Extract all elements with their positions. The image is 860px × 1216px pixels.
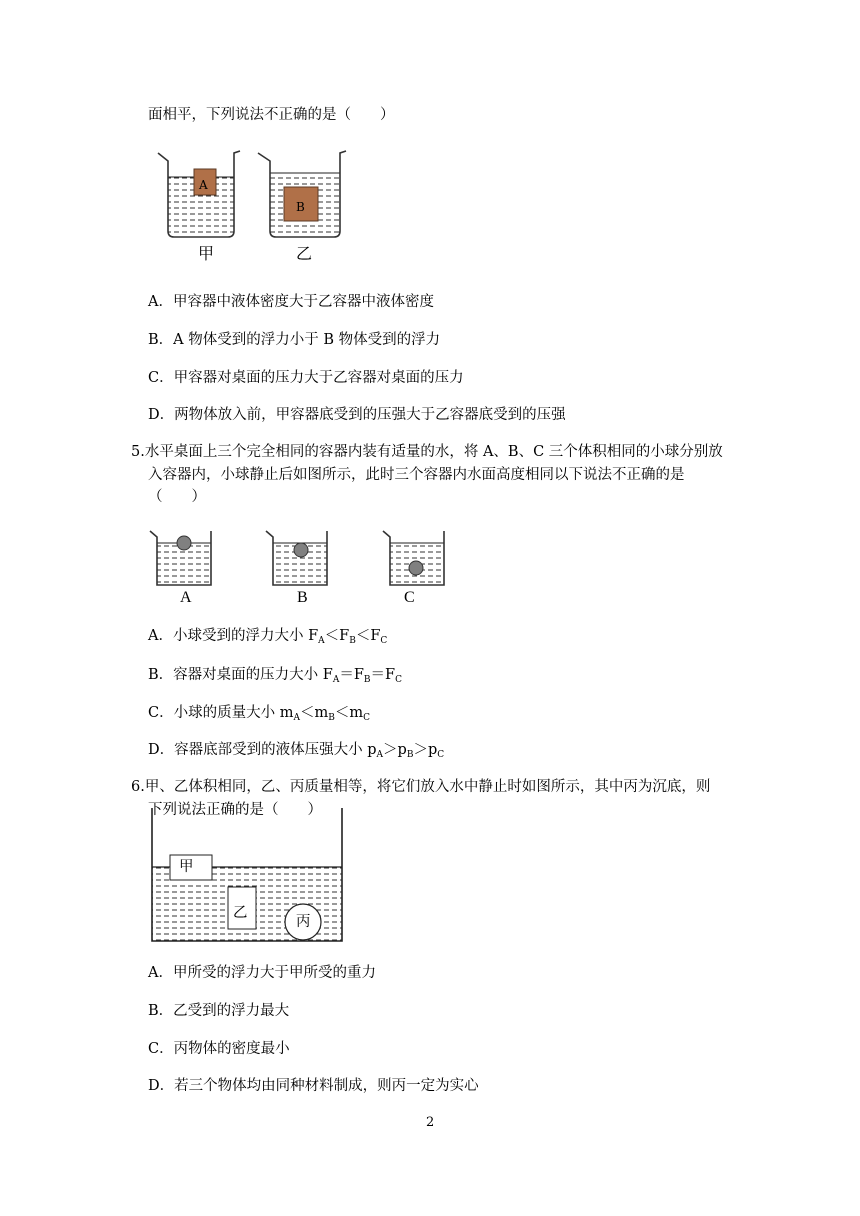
- q4-stem-tail: 面相平，下列说法不正确的是（ ）: [148, 107, 395, 123]
- q5-option-d: D．容器底部受到的液体压强大小 $p_A>p_B>p_C$: [148, 742, 445, 760]
- block-b-label: B: [296, 200, 305, 214]
- q5-option-a: A．小球受到的浮力大小 $F_A<F_B<F_C$: [148, 628, 388, 646]
- q6-option-d: D．若三个物体均由同种材料制成，则丙一定为实心: [148, 1078, 479, 1094]
- q5-stem-line1: 5.水平桌面上三个完全相同的容器内装有适量的水，将 A、B、C 三个体积相同的小球分别放: [131, 444, 723, 460]
- container-b-label: B: [297, 589, 308, 606]
- block-a-label: A: [199, 178, 208, 192]
- q6-figure-tank: [148, 805, 348, 945]
- q6-option-b: B．乙受到的浮力最大: [148, 1003, 290, 1019]
- q4-option-b: B．A 物体受到的浮力小于 B 物体受到的浮力: [148, 332, 441, 348]
- jia-label: 甲: [179, 859, 194, 875]
- beaker-jia-label: 甲: [198, 244, 215, 263]
- q5-option-b: B．容器对桌面的压力大小 $F_A=F_B=F_C$: [148, 667, 402, 685]
- q4-option-a: A．甲容器中液体密度大于乙容器中液体密度: [148, 294, 434, 310]
- q5-stem-line2: 入容器内，小球静止后如图所示，此时三个容器内水面高度相同以下说法不正确的是: [148, 467, 685, 483]
- q6-option-c: C．丙物体的密度最小: [148, 1041, 290, 1057]
- q4-option-c: C．甲容器对桌面的压力大于乙容器对桌面的压力: [148, 370, 464, 386]
- q5-stem-line3: （ ）: [148, 489, 206, 505]
- beaker-yi-label: 乙: [296, 244, 313, 263]
- q4-figure-beakers: [150, 145, 350, 265]
- yi-label: 乙: [233, 905, 248, 921]
- q6-option-a: A．甲所受的浮力大于甲所受的重力: [148, 965, 376, 981]
- q5-option-c: C．小球的质量大小 $m_A<m_B<m_C$: [148, 705, 370, 723]
- q4-option-d: D．两物体放入前，甲容器底受到的压强大于乙容器底受到的压强: [148, 407, 566, 423]
- container-c-label: C: [404, 589, 415, 606]
- bing-label: 丙: [296, 914, 311, 930]
- q6-stem-line2: 下列说法正确的是（ ）: [148, 802, 322, 818]
- container-a-label: A: [180, 589, 192, 606]
- page-number: 2: [426, 1115, 435, 1130]
- q6-stem-line1: 6.甲、乙体积相同，乙、丙质量相等，将它们放入水中静止时如图所示，其中丙为沉底，则: [131, 779, 711, 795]
